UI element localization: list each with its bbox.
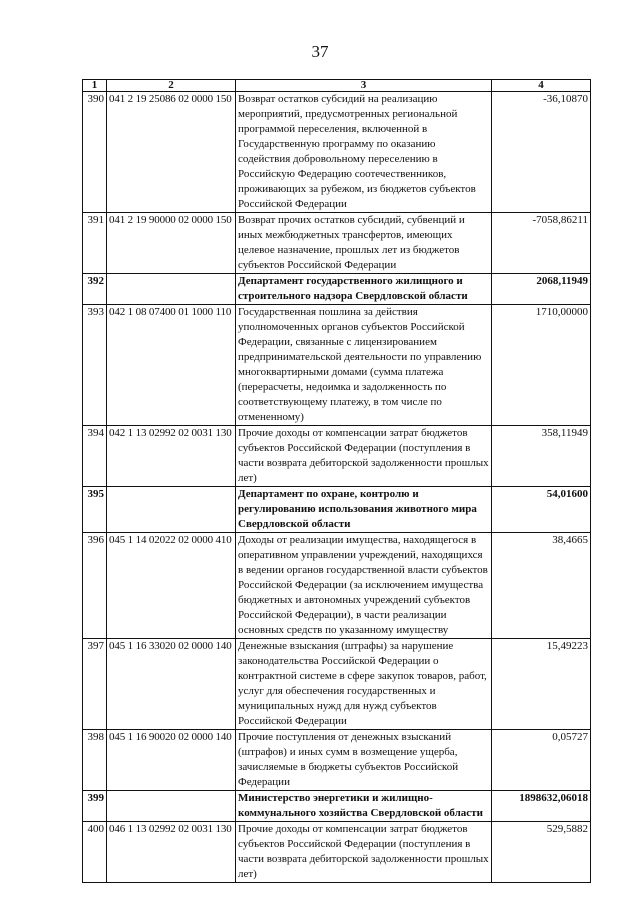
row-number: 400 [83, 822, 107, 883]
row-number: 390 [83, 92, 107, 213]
classification-code: 045 1 16 90020 02 0000 140 [107, 730, 236, 791]
column-header-4: 4 [492, 80, 591, 92]
classification-code: 045 1 16 33020 02 0000 140 [107, 639, 236, 730]
table-row [83, 822, 591, 883]
column-header-2: 2 [107, 80, 236, 92]
amount-value: 15,49223 [492, 639, 591, 730]
classification-code: 042 1 13 02992 02 0031 130 [107, 426, 236, 487]
revenue-description: Возврат остатков субсидий на реализацию мероприятий, предусмотренных региональной программой переселения, включенной в Государственную программу по оказанию содействия добровольному переселению в Российскую Федерацию соотечественников, проживающих за рубежом, из бюджетов субъектов Российской Федерации [236, 92, 492, 213]
table-row [83, 639, 591, 730]
amount-value: 0,05727 [492, 730, 591, 791]
revenue-description: Прочие доходы от компенсации затрат бюджетов субъектов Российской Федерации (поступления в части возврата дебиторской задолженности прошлых лет) [236, 426, 492, 487]
revenue-description: Прочие доходы от компенсации затрат бюджетов субъектов Российской Федерации (поступления в части возврата дебиторской задолженности прошлых лет) [236, 822, 492, 883]
classification-code [107, 791, 236, 822]
amount-value: 54,01600 [492, 487, 591, 533]
table-row [83, 791, 591, 822]
row-number: 392 [83, 274, 107, 305]
amount-value: -7058,86211 [492, 213, 591, 274]
table-row [83, 487, 591, 533]
column-header-3: 3 [236, 80, 492, 92]
revenue-description: Возврат прочих остатков субсидий, субвенций и иных межбюджетных трансфертов, имеющих целевое назначение, прошлых лет из бюджетов субъектов Российской Федерации [236, 213, 492, 274]
amount-value: 1710,00000 [492, 305, 591, 426]
amount-value: -36,10870 [492, 92, 591, 213]
amount-value: 529,5882 [492, 822, 591, 883]
amount-value: 358,11949 [492, 426, 591, 487]
page-number: 37 [311, 42, 329, 61]
table-header-row [83, 80, 591, 92]
amount-value: 1898632,06018 [492, 791, 591, 822]
revenue-description: Департамент государственного жилищного и строительного надзора Свердловской области [236, 274, 492, 305]
revenue-description: Государственная пошлина за действия уполномоченных органов субъектов Российской Федерации, связанные с лицензированием предпринимательской деятельности по управлению многоквартирными домами (сумма платежа (перерасчеты, недоимка и задолженность по соответствующему платежу, в том числе по отмененному) [236, 305, 492, 426]
row-number: 398 [83, 730, 107, 791]
row-number: 399 [83, 791, 107, 822]
classification-code: 046 1 13 02992 02 0031 130 [107, 822, 236, 883]
row-number: 395 [83, 487, 107, 533]
classification-code: 042 1 08 07400 01 1000 110 [107, 305, 236, 426]
table-row [83, 533, 591, 639]
table-row [83, 274, 591, 305]
table-row [83, 426, 591, 487]
table-row [83, 92, 591, 213]
table-body [83, 92, 591, 883]
row-number: 393 [83, 305, 107, 426]
table-row [83, 305, 591, 426]
row-number: 396 [83, 533, 107, 639]
classification-code: 041 2 19 90000 02 0000 150 [107, 213, 236, 274]
budget-revenue-table [82, 79, 591, 883]
column-header-1: 1 [83, 80, 107, 92]
classification-code: 041 2 19 25086 02 0000 150 [107, 92, 236, 213]
amount-value: 2068,11949 [492, 274, 591, 305]
revenue-description: Денежные взыскания (штрафы) за нарушение законодательства Российской Федерации о контрактной системе в сфере закупок товаров, работ, услуг для обеспечения государственных и муниципальных нужд для нужд субъектов Российской Федерации [236, 639, 492, 730]
row-number: 391 [83, 213, 107, 274]
row-number: 397 [83, 639, 107, 730]
revenue-description: Прочие поступления от денежных взысканий (штрафов) и иных сумм в возмещение ущерба, зачисляемые в бюджеты субъектов Российской Федерации [236, 730, 492, 791]
table-row [83, 730, 591, 791]
revenue-description: Министерство энергетики и жилищно-коммунального хозяйства Свердловской области [236, 791, 492, 822]
amount-value: 38,4665 [492, 533, 591, 639]
revenue-description: Департамент по охране, контролю и регулированию использования животного мира Свердловской области [236, 487, 492, 533]
revenue-description: Доходы от реализации имущества, находящегося в оперативном управлении учреждений, находящихся в ведении органов государственной власти субъектов Российской Федерации (за исключением имущества бюджетных и автономных учреждений субъектов Российской Федерации), в части реализации основных средств по указанному имуществу [236, 533, 492, 639]
classification-code [107, 487, 236, 533]
classification-code [107, 274, 236, 305]
table-row [83, 213, 591, 274]
row-number: 394 [83, 426, 107, 487]
classification-code: 045 1 14 02022 02 0000 410 [107, 533, 236, 639]
